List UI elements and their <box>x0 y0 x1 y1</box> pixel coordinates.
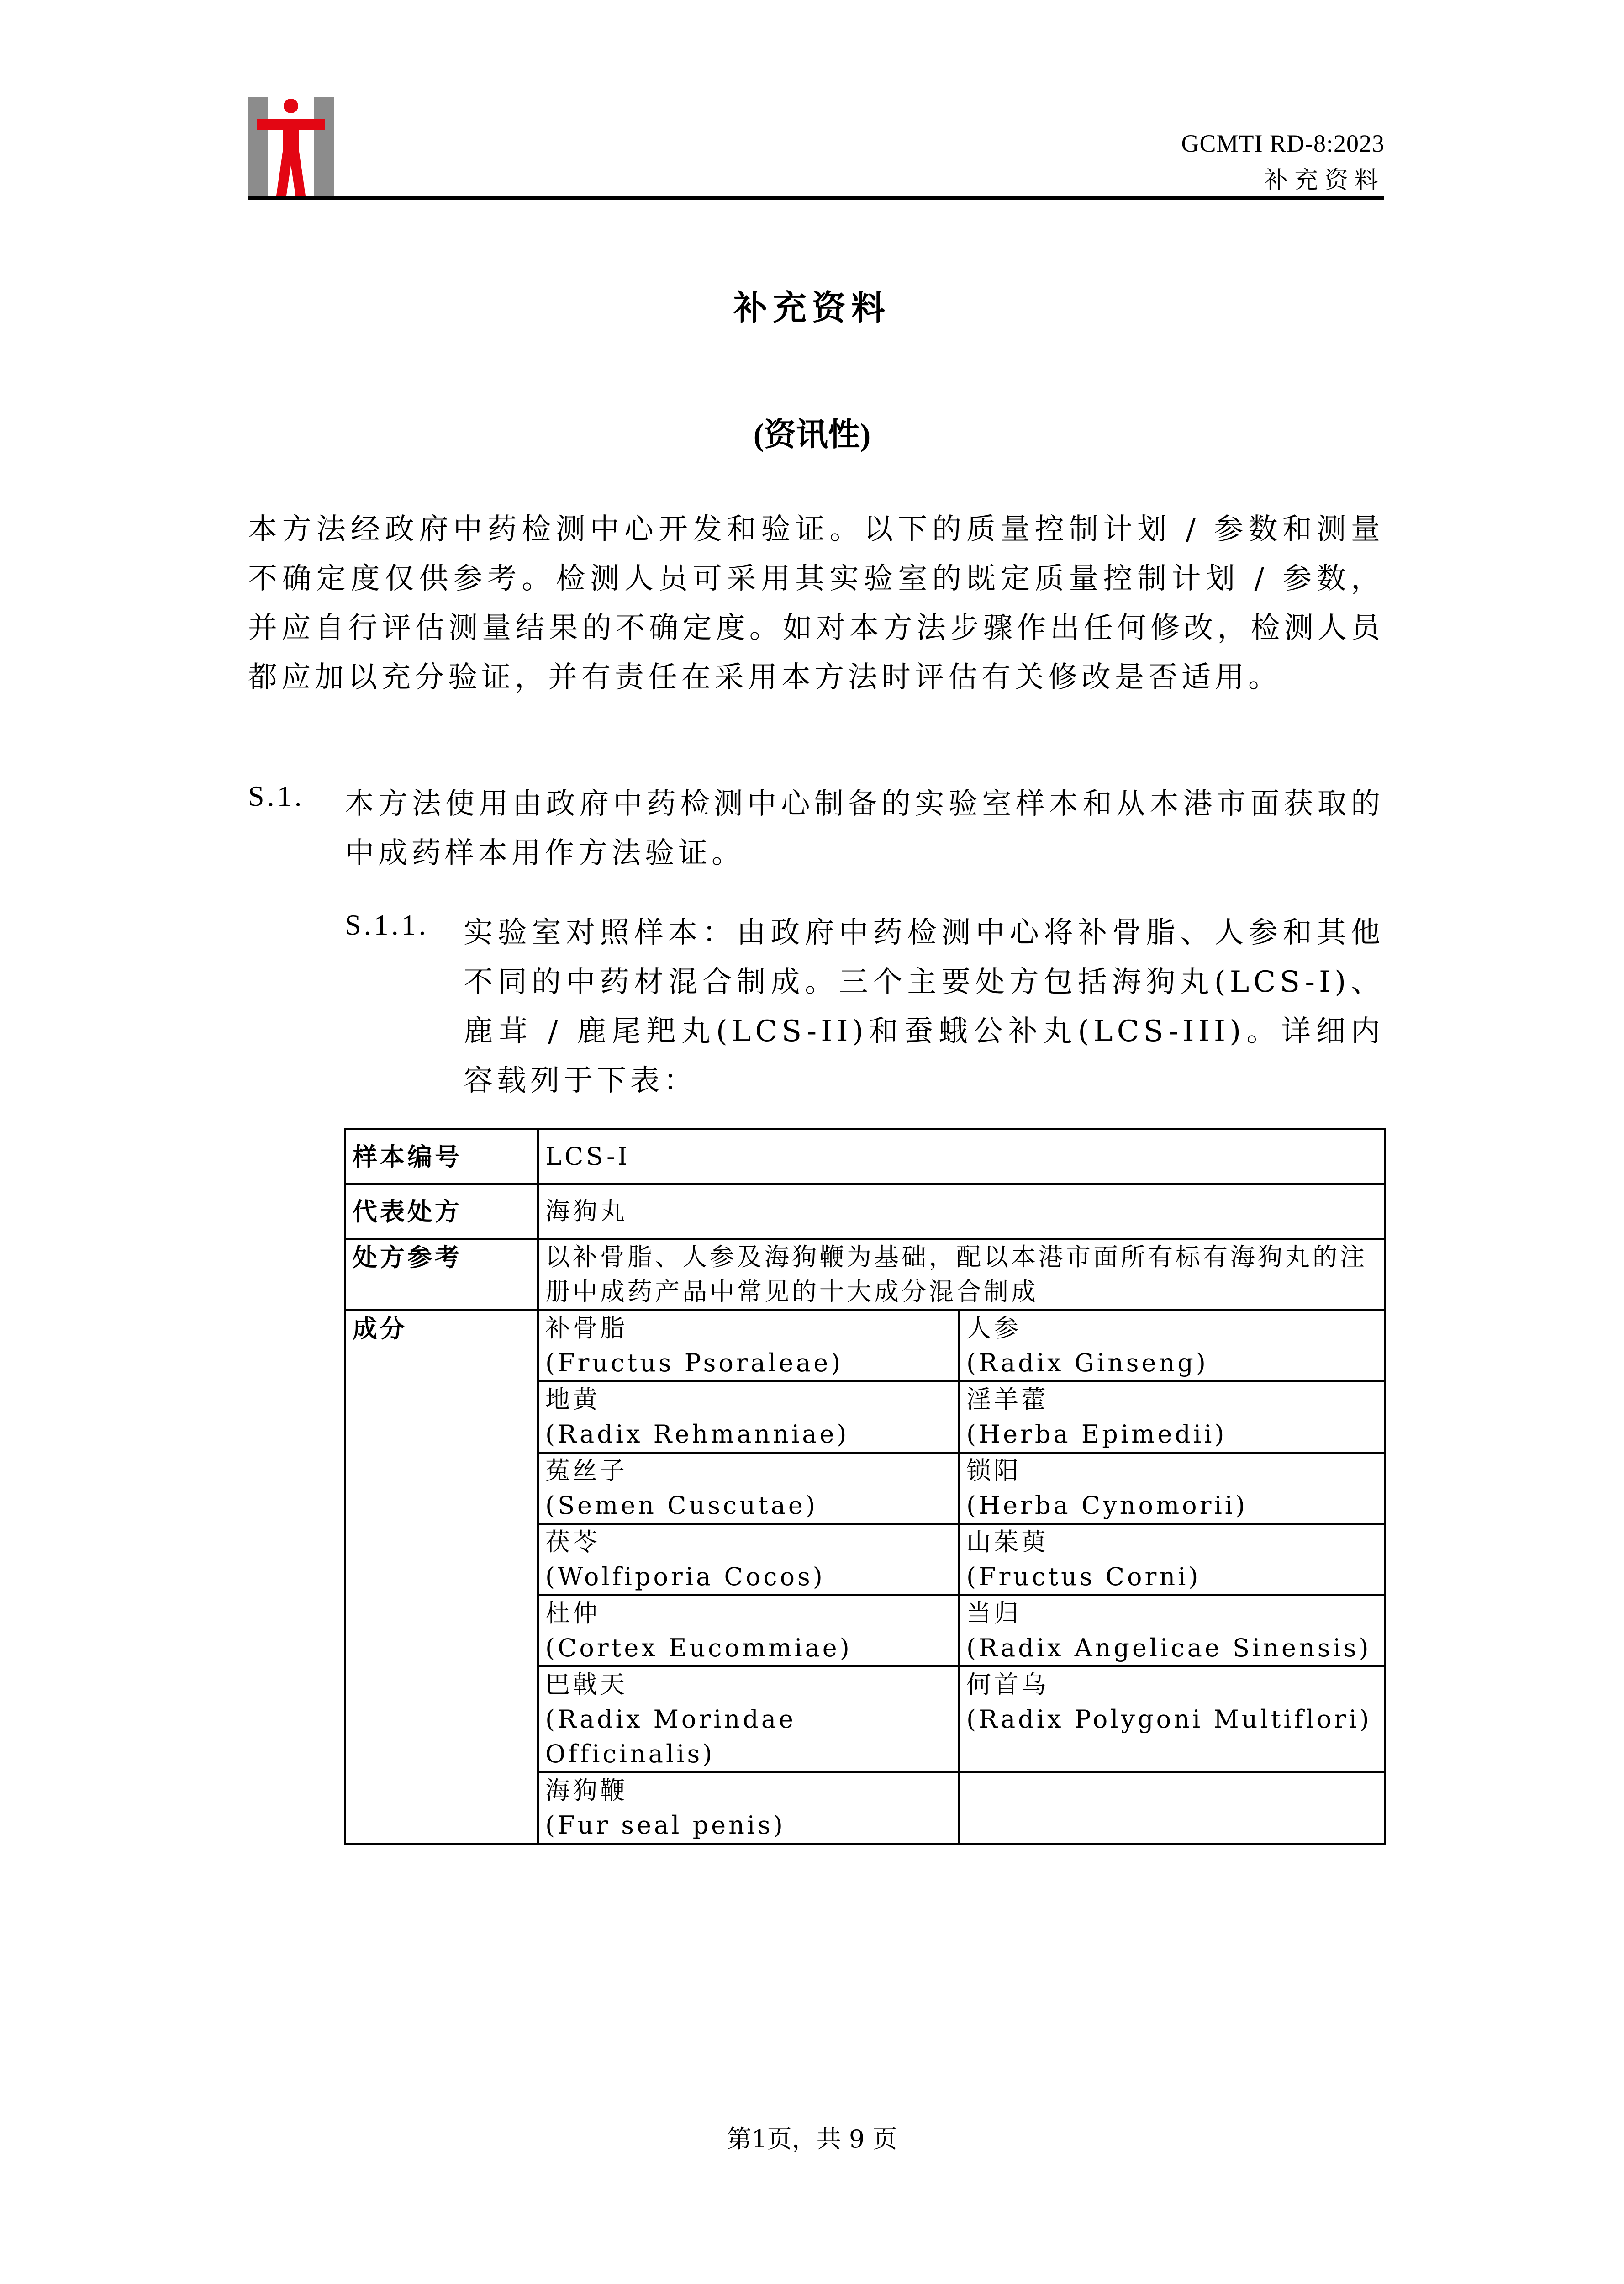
ingredient-cell <box>959 1666 1385 1772</box>
reference-label: 处方参考 <box>345 1239 538 1310</box>
ingredients-label: 成分 <box>345 1310 538 1844</box>
ingredient-cn: 山茱萸 <box>966 1528 1049 1556</box>
table-row <box>345 1239 1385 1310</box>
document-code: GCMTI RD-8:2023 <box>1181 130 1385 157</box>
ingredient-cell <box>959 1595 1385 1666</box>
ingredient-cn: 巴戟天 <box>545 1670 627 1699</box>
ingredient-cell <box>538 1524 959 1595</box>
ingredient-en: (Fructus Corni) <box>966 1562 1201 1591</box>
ingredient-cell <box>538 1453 959 1524</box>
table-row <box>345 1184 1385 1239</box>
logo-grey-left <box>248 97 268 196</box>
section-s11-text: 实验室对照样本：由政府中药检测中心将补骨脂、人参和其他不同的中药材混合制成。三个主要处方包括海狗丸(LCS-I)、鹿茸 / 鹿尾羓丸(LCS-II)和蚕蛾公补丸(LCS-III)。详细内容载列于下表： <box>464 916 1384 1098</box>
sample-no-value: LCS-I <box>538 1129 1385 1184</box>
logo-head <box>284 99 298 113</box>
ingredient-cn: 何首乌 <box>966 1670 1049 1699</box>
intro-paragraph: 本方法经政府中药检测中心开发和验证。以下的质量控制计划 / 参数和测量不确定度仅供参考。检测人员可采用其实验室的既定质量控制计划 / 参数，并应自行评估测量结果的不确定度。如对本方法步骤作出任何修改，检测人员都应加以充分验证，并有责任在采用本方法时评估有关修改是否适用。 <box>248 513 1384 694</box>
ingredient-en: (Wolfiporia Cocos) <box>545 1562 825 1591</box>
logo-grey-right <box>314 97 334 196</box>
ingredient-cn: 人参 <box>966 1314 1021 1343</box>
ingredient-cn: 海狗鞭 <box>545 1776 627 1805</box>
ingredient-en: (Fur seal penis) <box>545 1811 786 1840</box>
ingredient-cell <box>538 1381 959 1453</box>
ingredient-en: (Radix Polygoni Multiflori) <box>966 1705 1372 1734</box>
ingredient-en: (Radix Ginseng) <box>966 1348 1208 1377</box>
ingredient-cn: 补骨脂 <box>545 1314 627 1343</box>
header-subtitle: 补充资料 <box>1264 167 1385 194</box>
ingredient-cn: 杜仲 <box>545 1599 600 1628</box>
ingredient-en: (Semen Cuscutae) <box>545 1491 818 1520</box>
ingredient-cell <box>959 1381 1385 1453</box>
reference-value: 以补骨脂、人参及海狗鞭为基础，配以本港市面所有标有海狗丸的注册中成药产品中常见的十大成分混合制成 <box>538 1239 1385 1310</box>
header-rule <box>248 196 1384 200</box>
table-row <box>345 1129 1385 1184</box>
ingredient-en: (Radix Rehmanniae) <box>545 1420 849 1449</box>
table-row <box>345 1310 1385 1381</box>
page-subtitle <box>0 409 1624 455</box>
ingredient-en: (Herba Cynomorii) <box>966 1491 1248 1520</box>
gcmti-logo <box>248 97 334 196</box>
section-s1-label: S.1. <box>248 780 305 812</box>
subtitle-text: (资讯性) <box>753 418 871 453</box>
page-title: 补充资料 <box>733 288 891 328</box>
ingredient-cell-empty <box>959 1772 1385 1844</box>
ingredient-cn: 锁阳 <box>966 1456 1021 1485</box>
formula-label: 代表处方 <box>345 1184 538 1239</box>
ingredient-cn: 菟丝子 <box>545 1456 627 1485</box>
ingredient-cn: 淫羊藿 <box>966 1385 1049 1414</box>
ingredient-en: (Radix Morindae Officinalis) <box>545 1705 796 1768</box>
page-number: 第1页，共 9 页 <box>727 2125 897 2153</box>
ingredient-cell <box>538 1595 959 1666</box>
ingredient-cell <box>959 1310 1385 1381</box>
ingredient-en: (Radix Angelicae Sinensis) <box>966 1634 1371 1662</box>
ingredient-en: (Cortex Eucommiae) <box>545 1634 852 1662</box>
section-s1-text: 本方法使用由政府中药检测中心制备的实验室样本和从本港市面获取的中成药样本用作方法验证。 <box>345 787 1384 870</box>
formula-value: 海狗丸 <box>538 1184 1385 1239</box>
ingredient-cn: 地黄 <box>545 1385 600 1414</box>
ingredient-en: (Fructus Psoraleae) <box>545 1348 844 1377</box>
ingredient-cn: 茯苓 <box>545 1528 600 1556</box>
ingredient-en: (Herba Epimedii) <box>966 1420 1227 1449</box>
ingredient-cell <box>959 1453 1385 1524</box>
sample-table <box>344 1128 1386 1845</box>
section-s11-label: S.1.1. <box>345 909 429 941</box>
ingredient-cell <box>538 1310 959 1381</box>
ingredient-cell <box>959 1524 1385 1595</box>
sample-no-label: 样本编号 <box>345 1129 538 1184</box>
ingredient-cell <box>538 1772 959 1844</box>
ingredient-cn: 当归 <box>966 1599 1021 1628</box>
ingredient-cell <box>538 1666 959 1772</box>
